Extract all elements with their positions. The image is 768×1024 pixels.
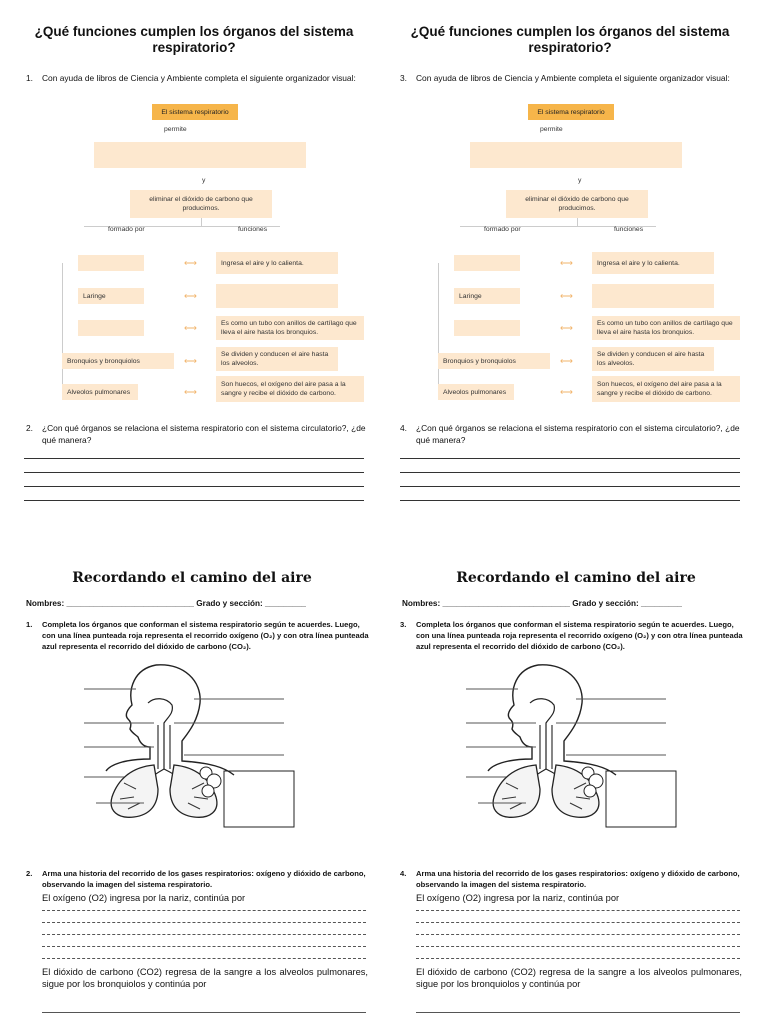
question-text: Con ayuda de libros de Ciencia y Ambiente completa el siguiente organizador visual:	[416, 73, 730, 83]
story-carbon-dioxide: El dióxido de carbono (CO2) regresa de la sangre a los alveolos pulmonares, sigue por los bronquiolos y continúa por	[42, 967, 368, 989]
answer-line[interactable]	[42, 958, 366, 959]
question-text: Con ayuda de libros de Ciencia y Ambiente completa el siguiente organizador visual:	[42, 73, 356, 83]
organ-box-2: Laringe	[454, 288, 520, 304]
function-box-3: Es como un tubo con anillos de cartílago que lleva el aire hasta los bronquios.	[592, 316, 740, 340]
question-number: 3.	[400, 73, 407, 83]
answer-line[interactable]	[42, 934, 366, 935]
double-arrow-icon: ⟷	[560, 356, 572, 366]
answer-line[interactable]	[42, 1012, 366, 1013]
label-formado-por: formado por	[108, 226, 145, 233]
connector	[62, 263, 63, 395]
organ-box-4: Bronquios y bronquiolos	[438, 353, 550, 369]
worksheet-title: Recordando el camino del aire	[456, 570, 696, 586]
double-arrow-icon: ⟷	[184, 258, 196, 268]
question-text: ¿Con qué órganos se relaciona el sistema respiratorio con el sistema circulatorio?, ¿de qué manera?	[42, 423, 366, 445]
answer-line[interactable]	[400, 486, 740, 487]
answer-line[interactable]	[42, 910, 366, 911]
double-arrow-icon: ⟷	[560, 291, 572, 301]
story-oxygen: El oxígeno (O2) ingresa por la nariz, continúa por	[416, 893, 620, 903]
label-permite: permite	[164, 126, 187, 133]
function-box-3: Es como un tubo con anillos de cartílago que lleva el aire hasta los bronquios.	[216, 316, 364, 340]
respiratory-system-diagram	[466, 659, 680, 839]
function-box-1: Ingresa el aire y lo calienta.	[216, 252, 338, 274]
organ-box-4: Bronquios y bronquiolos	[62, 353, 174, 369]
organ-box-2: Laringe	[78, 288, 144, 304]
worksheet-functions-left	[0, 0, 384, 512]
story-oxygen: El oxígeno (O2) ingresa por la nariz, continúa por	[42, 893, 246, 903]
question-number: 3.	[400, 620, 407, 629]
question-number: 1.	[26, 620, 33, 629]
organ-box-1[interactable]	[78, 255, 144, 271]
function-box-5: Son huecos, el oxígeno del aire pasa a la sangre y recibe el dióxido de carbono.	[592, 376, 740, 402]
function-box-1: Ingresa el aire y lo calienta.	[592, 252, 714, 274]
function-box-2[interactable]	[216, 284, 338, 308]
organizer-root: El sistema respiratorio	[152, 104, 238, 120]
answer-line[interactable]	[24, 458, 364, 459]
answer-line[interactable]	[400, 500, 740, 501]
organizer-root: El sistema respiratorio	[528, 104, 614, 120]
visual-organizer	[58, 100, 364, 410]
label-permite: permite	[540, 126, 563, 133]
label-y: y	[578, 177, 582, 184]
respiratory-system-diagram	[84, 659, 298, 839]
answer-line[interactable]	[416, 946, 740, 947]
connector	[438, 263, 439, 395]
function-box-4: Se dividen y conducen el aire hasta los alveolos.	[592, 347, 714, 371]
double-arrow-icon: ⟷	[184, 356, 196, 366]
function-box-4: Se dividen y conducen el aire hasta los alveolos.	[216, 347, 338, 371]
function-box-5: Son huecos, el oxígeno del aire pasa a la sangre y recibe el dióxido de carbono.	[216, 376, 364, 402]
answer-line[interactable]	[416, 910, 740, 911]
question-number: 2.	[26, 423, 33, 433]
answer-line[interactable]	[42, 946, 366, 947]
organ-box-5: Alveolos pulmonares	[438, 384, 514, 400]
blank-box-permite[interactable]	[470, 142, 682, 168]
blank-box-permite[interactable]	[94, 142, 306, 168]
box-eliminar: eliminar el dióxido de carbono que producimos.	[506, 190, 648, 218]
function-box-2[interactable]	[592, 284, 714, 308]
worksheet-air-path-left	[0, 512, 384, 1024]
organ-box-3[interactable]	[78, 320, 144, 336]
double-arrow-icon: ⟷	[560, 258, 572, 268]
names-grade-row[interactable]: Nombres: ____________________________ Grado y sección: _________	[26, 599, 306, 608]
double-arrow-icon: ⟷	[560, 323, 572, 333]
label-funciones: funciones	[614, 226, 644, 233]
double-arrow-icon: ⟷	[560, 387, 572, 397]
double-arrow-icon: ⟷	[184, 291, 196, 301]
names-grade-row[interactable]: Nombres: ____________________________ Grado y sección: _________	[402, 599, 682, 608]
worksheet-title: ¿Qué funciones cumplen los órganos del sistema respiratorio?	[410, 24, 730, 55]
question-text: Arma una historia del recorrido de los gases respiratorios: oxígeno y dióxido de carbono, observando la imagen del sistema respiratorio.	[416, 869, 740, 889]
label-formado-por: formado por	[484, 226, 521, 233]
question-number: 2.	[26, 869, 33, 878]
answer-line[interactable]	[416, 958, 740, 959]
label-funciones: funciones	[238, 226, 268, 233]
worksheet-title: ¿Qué funciones cumplen los órganos del sistema respiratorio?	[34, 24, 354, 55]
question-number: 4.	[400, 869, 407, 878]
story-carbon-dioxide: El dióxido de carbono (CO2) regresa de la sangre a los alveolos pulmonares, sigue por los bronquiolos y continúa por	[416, 967, 742, 989]
question-text: Arma una historia del recorrido de los gases respiratorios: oxígeno y dióxido de carbono, observando la imagen del sistema respiratorio.	[42, 869, 366, 889]
box-eliminar: eliminar el dióxido de carbono que producimos.	[130, 190, 272, 218]
question-text: ¿Con qué órganos se relaciona el sistema respiratorio con el sistema circulatorio?, ¿de qué manera?	[416, 423, 740, 445]
double-arrow-icon: ⟷	[184, 323, 196, 333]
question-text: Completa los órganos que conforman el sistema respiratorio según te acuerdes. Luego, con una línea punteada roja representa el recorrido oxígeno (O₂) y con otra línea punteada azul representa el recorrido del dióxido de carbono (CO₂).	[42, 620, 369, 651]
question-number: 1.	[26, 73, 33, 83]
answer-line[interactable]	[416, 934, 740, 935]
answer-line[interactable]	[416, 922, 740, 923]
answer-line[interactable]	[24, 500, 364, 501]
organ-box-3[interactable]	[454, 320, 520, 336]
worksheet-functions-right	[384, 0, 768, 512]
worksheet-title: Recordando el camino del aire	[72, 570, 312, 586]
label-y: y	[202, 177, 206, 184]
double-arrow-icon: ⟷	[184, 387, 196, 397]
question-text: Completa los órganos que conforman el sistema respiratorio según te acuerdes. Luego, con una línea punteada roja representa el recorrido oxígeno (O₂) y con otra línea punteada azul representa el recorrido del dióxido de carbono (CO₂).	[416, 620, 743, 651]
answer-line[interactable]	[42, 922, 366, 923]
organ-box-5: Alveolos pulmonares	[62, 384, 138, 400]
answer-line[interactable]	[400, 472, 740, 473]
question-number: 4.	[400, 423, 407, 433]
answer-line[interactable]	[400, 458, 740, 459]
answer-line[interactable]	[416, 1012, 740, 1013]
visual-organizer	[434, 100, 740, 410]
answer-line[interactable]	[24, 472, 364, 473]
connector	[577, 218, 578, 226]
connector	[201, 218, 202, 226]
answer-line[interactable]	[24, 486, 364, 487]
worksheet-air-path-right	[384, 512, 768, 1024]
organ-box-1[interactable]	[454, 255, 520, 271]
